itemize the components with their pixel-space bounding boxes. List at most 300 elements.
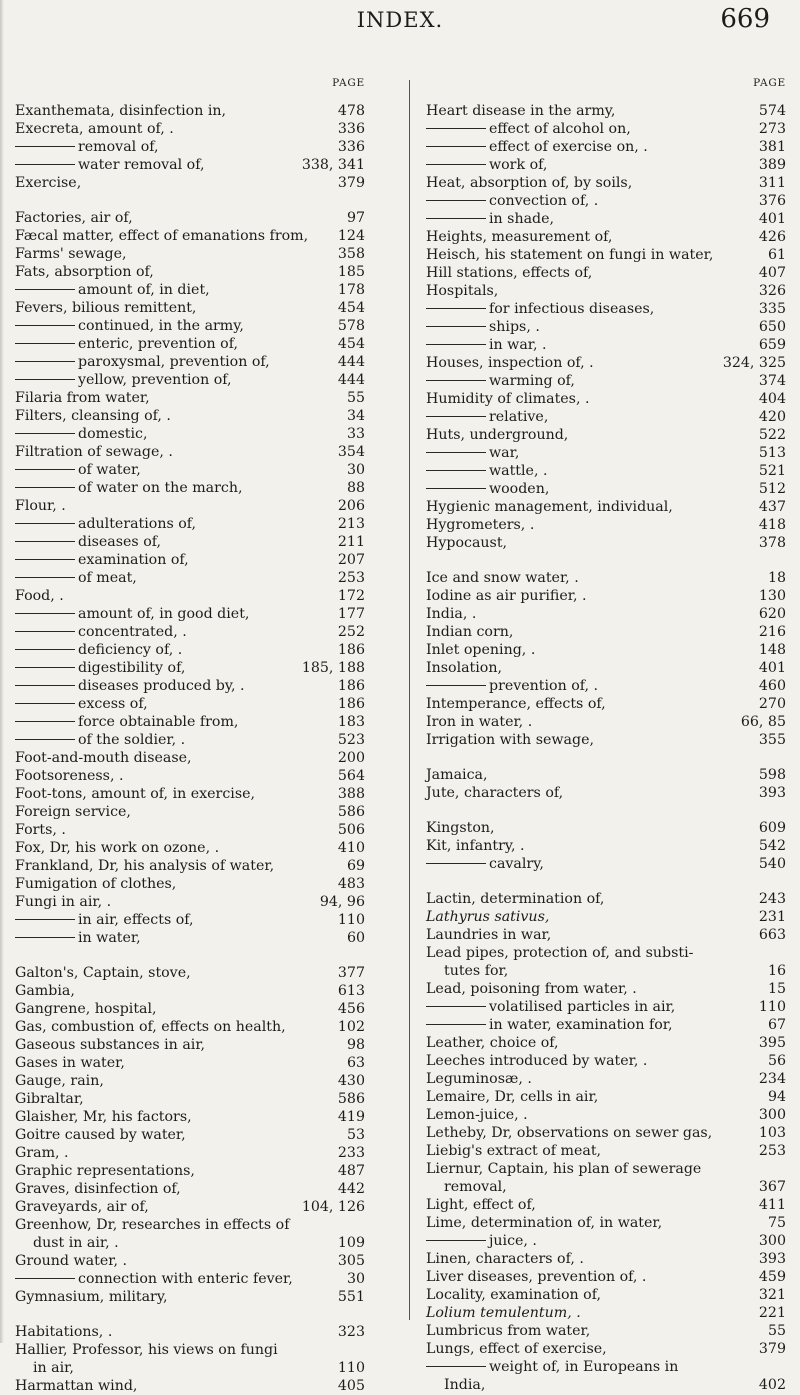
index-entry-page: 15 bbox=[767, 981, 786, 997]
index-entry-page: 61 bbox=[767, 247, 786, 263]
index-entry bbox=[426, 1016, 786, 1034]
index-entry bbox=[15, 479, 380, 497]
index-entry-page: 69 bbox=[346, 858, 365, 874]
index-entry-page: 574 bbox=[758, 103, 786, 119]
index-entry-label: Kingston, bbox=[426, 820, 495, 836]
ditto-dash bbox=[426, 470, 486, 471]
index-entry bbox=[15, 281, 380, 299]
index-entry-text bbox=[426, 264, 592, 282]
index-entry-label: Gram, . bbox=[15, 1145, 69, 1161]
ditto-dash bbox=[426, 218, 486, 219]
index-entry-label: Locality, examination of, bbox=[426, 1287, 601, 1303]
index-entry bbox=[15, 1341, 380, 1359]
index-entry-label: diseases produced by, . bbox=[78, 678, 245, 694]
index-entry-label: yellow, prevention of, bbox=[78, 372, 232, 388]
index-entry-text bbox=[426, 944, 693, 962]
index-entry-label: Ice and snow water, . bbox=[426, 570, 579, 586]
index-entry bbox=[426, 1376, 786, 1394]
index-entry-page: 376 bbox=[758, 193, 786, 209]
index-entry-text bbox=[426, 156, 547, 174]
index-entry-page: 183 bbox=[337, 714, 365, 730]
index-entry-page: 216 bbox=[758, 624, 786, 640]
index-entry-label: enteric, prevention of, bbox=[78, 336, 238, 352]
index-entry bbox=[426, 998, 786, 1016]
index-entry bbox=[426, 408, 786, 426]
index-entry-label: Hygienic management, individual, bbox=[426, 499, 673, 515]
index-entry bbox=[15, 138, 380, 156]
index-entry-text bbox=[15, 803, 131, 821]
index-entry bbox=[15, 659, 380, 677]
index-entry-text bbox=[15, 1270, 293, 1288]
index-entry-label: Filters, cleansing of, . bbox=[15, 408, 171, 424]
index-entry-text bbox=[15, 695, 148, 713]
index-entry-text bbox=[15, 982, 75, 1000]
index-entry-label: Frankland, Dr, his analysis of water, bbox=[15, 858, 275, 874]
index-entry-text bbox=[426, 1016, 673, 1034]
index-entry-text bbox=[15, 587, 64, 605]
index-entry-text bbox=[426, 318, 540, 336]
index-entry-text bbox=[15, 425, 147, 443]
index-entry-page: 305 bbox=[337, 1253, 365, 1269]
index-entry-text bbox=[426, 480, 549, 498]
index-entry-label: of water, bbox=[78, 462, 141, 478]
index-entry bbox=[426, 980, 786, 998]
index-entry-page: 104, 126 bbox=[301, 1199, 365, 1215]
index-entry-text bbox=[15, 389, 150, 407]
index-entry bbox=[15, 371, 380, 389]
index-entry-page: 98 bbox=[346, 1037, 365, 1053]
index-entry-label: Goitre caused by water, bbox=[15, 1127, 186, 1143]
index-entry-page: 354 bbox=[337, 444, 365, 460]
index-entry bbox=[426, 516, 786, 534]
index-entry-label: of water on the march, bbox=[78, 480, 243, 496]
index-entry bbox=[15, 1018, 380, 1036]
index-entry-page: 55 bbox=[346, 390, 365, 406]
index-entry bbox=[426, 336, 786, 354]
index-entry bbox=[15, 785, 380, 803]
index-entry-text bbox=[426, 1070, 532, 1088]
index-entry-text bbox=[15, 120, 174, 138]
index-entry-label: Foot-and-mouth disease, bbox=[15, 750, 192, 766]
index-entry-label: deficiency of, . bbox=[78, 642, 183, 658]
index-entry-label: connection with enteric fever, bbox=[78, 1271, 293, 1287]
index-entry-page: 650 bbox=[758, 319, 786, 335]
index-entry-page: 186 bbox=[337, 642, 365, 658]
index-entry bbox=[15, 982, 380, 1000]
index-entry bbox=[426, 1160, 786, 1178]
index-entry-page: 564 bbox=[337, 768, 365, 784]
index-entry-text bbox=[426, 569, 579, 587]
index-entry bbox=[15, 695, 380, 713]
index-entry bbox=[15, 174, 380, 192]
index-entry-page: 34 bbox=[346, 408, 365, 424]
index-entry-page: 221 bbox=[758, 1305, 786, 1321]
index-entry-text bbox=[15, 893, 111, 911]
index-entry bbox=[15, 102, 380, 120]
index-entry-page: 402 bbox=[758, 1377, 786, 1393]
index-entry-page: 186 bbox=[337, 696, 365, 712]
index-entry-label: Fox, Dr, his work on ozone, . bbox=[15, 840, 220, 856]
index-entry-text bbox=[15, 641, 182, 659]
index-entry-text bbox=[426, 784, 563, 802]
index-entry bbox=[426, 228, 786, 246]
ditto-dash bbox=[426, 164, 486, 165]
index-entry-label: concentrated, . bbox=[78, 624, 187, 640]
index-entry-label: Execreta, amount of, . bbox=[15, 121, 174, 137]
index-entry-label: work of, bbox=[489, 157, 548, 173]
index-entry-page: 512 bbox=[758, 481, 786, 497]
index-entry-text bbox=[15, 713, 238, 731]
index-entry-page: 213 bbox=[337, 516, 365, 532]
index-entry-label: Hill stations, effects of, bbox=[426, 265, 593, 281]
index-entry-page: 206 bbox=[337, 498, 365, 514]
index-entry-text bbox=[444, 962, 508, 980]
index-entry bbox=[15, 677, 380, 695]
index-entry-page: 124 bbox=[337, 228, 365, 244]
index-entry bbox=[426, 1124, 786, 1142]
index-entry-text bbox=[15, 964, 191, 982]
index-entry-text bbox=[426, 300, 654, 318]
index-entry-page: 542 bbox=[758, 838, 786, 854]
ditto-dash bbox=[15, 613, 75, 614]
index-entry bbox=[15, 1000, 380, 1018]
index-entry-page: 321 bbox=[758, 1287, 786, 1303]
index-entry bbox=[15, 1162, 380, 1180]
page-edge-shadow bbox=[0, 0, 4, 1343]
index-entry-label: for infectious diseases, bbox=[489, 301, 655, 317]
index-entry-label: Glaisher, Mr, his factors, bbox=[15, 1109, 192, 1125]
index-entry-label: Gambia, bbox=[15, 983, 75, 999]
index-entry-text bbox=[426, 336, 547, 354]
index-entry-label: Hygrometers, . bbox=[426, 517, 535, 533]
ditto-dash bbox=[15, 541, 75, 542]
index-entry-page: 586 bbox=[337, 1091, 365, 1107]
index-entry-text bbox=[15, 515, 196, 533]
ditto-dash bbox=[15, 164, 75, 165]
index-entry-page: 110 bbox=[758, 999, 786, 1015]
index-entry-page: 75 bbox=[767, 1215, 786, 1231]
index-entry-text bbox=[426, 1106, 528, 1124]
ditto-dash bbox=[15, 325, 75, 326]
index-entry bbox=[15, 425, 380, 443]
index-entry-label: removal of, bbox=[78, 139, 159, 155]
index-entry-page: 378 bbox=[758, 535, 786, 551]
index-entry-page: 459 bbox=[758, 1269, 786, 1285]
index-entry-text bbox=[15, 1090, 84, 1108]
index-entry-label: Filtration of sewage, . bbox=[15, 444, 173, 460]
index-entry-text bbox=[15, 911, 194, 929]
index-entry-page: 56 bbox=[767, 1053, 786, 1069]
index-entry-page: 419 bbox=[337, 1109, 365, 1125]
index-entry bbox=[15, 1323, 380, 1341]
index-entry-page: 401 bbox=[758, 211, 786, 227]
index-entry-label: Lime, determination of, in water, bbox=[426, 1215, 663, 1231]
index-entry-label: Galton's, Captain, stove, bbox=[15, 965, 191, 981]
index-entry bbox=[426, 1070, 786, 1088]
index-entry-label: Lactin, determination of, bbox=[426, 891, 605, 907]
index-entry bbox=[15, 335, 380, 353]
ditto-dash bbox=[15, 469, 75, 470]
index-entry-page: 207 bbox=[337, 552, 365, 568]
index-entry-page: 178 bbox=[337, 282, 365, 298]
index-entry bbox=[15, 749, 380, 767]
index-entry-text bbox=[15, 1341, 278, 1359]
index-entry-text bbox=[426, 713, 532, 731]
index-entry-text bbox=[426, 1160, 701, 1178]
index-entry-label: Leeches introduced by water, . bbox=[426, 1053, 648, 1069]
index-entry-text bbox=[15, 245, 127, 263]
index-entry bbox=[426, 390, 786, 408]
index-entry-text bbox=[426, 1052, 647, 1070]
index-entry-label: Gymnasium, military, bbox=[15, 1289, 168, 1305]
index-entry bbox=[15, 1090, 380, 1108]
index-entry-text bbox=[426, 695, 606, 713]
index-entry-label: Harmattan wind, bbox=[15, 1378, 138, 1394]
index-entry bbox=[426, 944, 786, 962]
index-entry-page: 243 bbox=[758, 891, 786, 907]
ditto-dash bbox=[15, 721, 75, 722]
index-entry-page: 231 bbox=[758, 909, 786, 925]
index-entry bbox=[15, 1216, 380, 1234]
index-entry bbox=[426, 1052, 786, 1070]
index-entry-page: 186 bbox=[337, 678, 365, 694]
index-entry-text bbox=[15, 839, 219, 857]
index-entry-label: force obtainable from, bbox=[78, 714, 239, 730]
page-title: INDEX. bbox=[356, 8, 444, 32]
index-entry-label: cavalry, bbox=[489, 856, 544, 872]
index-entry-label: Exercise, bbox=[15, 175, 82, 191]
index-entry-text bbox=[15, 353, 270, 371]
index-entry-label: in air, effects of, bbox=[78, 912, 194, 928]
index-entry-label: in shade, bbox=[489, 211, 555, 227]
index-entry-text bbox=[15, 533, 161, 551]
index-entry bbox=[15, 533, 380, 551]
index-entry-page: 522 bbox=[758, 427, 786, 443]
index-entry-page: 454 bbox=[337, 336, 365, 352]
column-header-page: PAGE bbox=[332, 77, 365, 89]
ditto-dash bbox=[15, 703, 75, 704]
index-entry-page: 185, 188 bbox=[301, 660, 365, 676]
index-entry bbox=[426, 587, 786, 605]
index-entry-label: Lungs, effect of exercise, bbox=[426, 1341, 607, 1357]
index-entry-text bbox=[15, 1072, 104, 1090]
index-entry-page: 483 bbox=[337, 876, 365, 892]
index-entry-label: Heart disease in the army, bbox=[426, 103, 616, 119]
index-entry-label: Laundries in war, bbox=[426, 927, 552, 943]
index-entry-text bbox=[426, 390, 590, 408]
index-entry-page: 130 bbox=[758, 588, 786, 604]
index-entry-text bbox=[15, 371, 232, 389]
index-entry-text bbox=[33, 1359, 74, 1377]
index-entry-text bbox=[15, 407, 171, 425]
index-entry bbox=[426, 192, 786, 210]
ditto-dash bbox=[15, 343, 75, 344]
index-entry-page: 410 bbox=[337, 840, 365, 856]
index-entry-label: Houses, inspection of, . bbox=[426, 355, 594, 371]
index-entry-text bbox=[15, 875, 176, 893]
index-entry bbox=[15, 461, 380, 479]
index-entry-label: convection of, . bbox=[489, 193, 599, 209]
index-entry bbox=[426, 1286, 786, 1304]
index-entry-page: 620 bbox=[758, 606, 786, 622]
index-entry-text bbox=[15, 281, 210, 299]
ditto-dash bbox=[426, 344, 486, 345]
index-entry-page: 513 bbox=[758, 445, 786, 461]
index-entry-label: Liver diseases, prevention of, . bbox=[426, 1269, 647, 1285]
index-entry-text bbox=[426, 1196, 536, 1214]
index-entry-page: 420 bbox=[758, 409, 786, 425]
index-entry-page: 33 bbox=[346, 426, 365, 442]
index-entry-text bbox=[426, 372, 575, 390]
index-entry-page: 411 bbox=[758, 1197, 786, 1213]
index-entry-text bbox=[15, 857, 274, 875]
ditto-dash bbox=[426, 380, 486, 381]
index-entry-label: Gauge, rain, bbox=[15, 1073, 104, 1089]
index-entry-label: Gaseous substances in air, bbox=[15, 1037, 206, 1053]
index-entry-text bbox=[15, 551, 189, 569]
index-entry-text bbox=[444, 1178, 507, 1196]
index-entry-text bbox=[15, 1198, 149, 1216]
index-entry-page: 401 bbox=[758, 660, 786, 676]
index-entry-label: Humidity of climates, . bbox=[426, 391, 590, 407]
index-entry-text bbox=[15, 569, 137, 587]
index-entry-label: Flour, . bbox=[15, 498, 66, 514]
index-entry-label: Heights, measurement of, bbox=[426, 229, 613, 245]
index-entry-label: Lead, poisoning from water, . bbox=[426, 981, 637, 997]
index-entry-label: water removal of, bbox=[78, 157, 205, 173]
index-entry-page: 270 bbox=[758, 696, 786, 712]
index-entry-label: domestic, bbox=[78, 426, 148, 442]
index-entry bbox=[426, 498, 786, 516]
index-entry-label: Gibraltar, bbox=[15, 1091, 84, 1107]
ditto-dash bbox=[15, 649, 75, 650]
index-entry-text bbox=[426, 354, 594, 372]
index-entry-label: effect of alcohol on, bbox=[489, 121, 631, 137]
index-entry-label: Fevers, bilious remittent, bbox=[15, 300, 197, 316]
index-entry-page: 253 bbox=[337, 570, 365, 586]
index-entry-label: Inlet opening, . bbox=[426, 642, 536, 658]
ditto-dash bbox=[426, 308, 486, 309]
index-entry bbox=[15, 803, 380, 821]
index-entry-label: effect of exercise on, . bbox=[489, 139, 648, 155]
index-entry-page: 381 bbox=[758, 139, 786, 155]
index-entry-label: Forts, . bbox=[15, 822, 66, 838]
index-entry bbox=[15, 587, 380, 605]
index-entry bbox=[15, 353, 380, 371]
ditto-dash bbox=[426, 863, 486, 864]
index-entry-text bbox=[15, 156, 204, 174]
index-entry-text bbox=[426, 498, 673, 516]
index-entry bbox=[15, 1270, 380, 1288]
index-entry bbox=[15, 1252, 380, 1270]
index-entry bbox=[426, 1106, 786, 1124]
index-entry bbox=[15, 389, 380, 407]
index-entry bbox=[15, 1377, 380, 1395]
index-entry-text bbox=[15, 1018, 286, 1036]
index-entry-text bbox=[15, 749, 192, 767]
index-entry-text bbox=[426, 210, 554, 228]
index-entry-label: Liernur, Captain, his plan of sewerage bbox=[426, 1161, 702, 1177]
index-entry-page: 67 bbox=[767, 1017, 786, 1033]
index-entry-label: Foreign service, bbox=[15, 804, 131, 820]
index-entry-label: digestibility of, bbox=[78, 660, 186, 676]
index-entry bbox=[426, 908, 786, 926]
index-entry-text bbox=[426, 587, 587, 605]
index-entry-label: Insolation, bbox=[426, 660, 502, 676]
index-entry-page: 405 bbox=[337, 1378, 365, 1394]
index-entry bbox=[426, 156, 786, 174]
index-entry-text bbox=[15, 1288, 167, 1306]
index-entry bbox=[15, 929, 380, 947]
index-entry-label: wattle, . bbox=[489, 463, 548, 479]
ditto-dash bbox=[15, 685, 75, 686]
index-entry bbox=[426, 1304, 786, 1322]
index-entry-page: 55 bbox=[767, 1323, 786, 1339]
index-entry-page: 102 bbox=[337, 1019, 365, 1035]
index-entry-label: Gangrene, hospital, bbox=[15, 1001, 157, 1017]
index-entry bbox=[426, 120, 786, 138]
index-entry-label: Lemon-juice, . bbox=[426, 1107, 528, 1123]
index-entry bbox=[15, 1198, 380, 1216]
index-entry bbox=[15, 1288, 380, 1306]
index-entry-page: 185 bbox=[337, 264, 365, 280]
index-entry bbox=[426, 1034, 786, 1052]
index-entry-text bbox=[15, 461, 141, 479]
index-entry bbox=[15, 1054, 380, 1072]
index-entry-text bbox=[426, 174, 632, 192]
ditto-dash bbox=[15, 289, 75, 290]
index-entry-text bbox=[426, 534, 507, 552]
index-entry-page: 324, 325 bbox=[722, 355, 786, 371]
index-entry-text bbox=[15, 299, 196, 317]
index-entry-label: relative, bbox=[489, 409, 549, 425]
index-entry-text bbox=[15, 263, 154, 281]
index-entry-text bbox=[426, 980, 637, 998]
index-entry bbox=[15, 497, 380, 515]
index-entry-text bbox=[426, 1322, 590, 1340]
index-entry-label: Fæcal matter, effect of emanations from, bbox=[15, 228, 309, 244]
index-entry bbox=[15, 227, 380, 245]
index-entry-label: of the soldier, . bbox=[78, 732, 186, 748]
index-entry bbox=[15, 767, 380, 785]
ditto-dash bbox=[426, 1006, 486, 1007]
ditto-dash bbox=[426, 416, 486, 417]
index-entry-text bbox=[15, 1000, 157, 1018]
index-entry-label: Graves, disinfection of, bbox=[15, 1181, 181, 1197]
index-entry-text bbox=[15, 174, 81, 192]
index-entry-label: Hypocaust, bbox=[426, 535, 508, 551]
index-entry-label: in war, . bbox=[489, 337, 547, 353]
index-entry-label: diseases of, bbox=[78, 534, 162, 550]
index-entry bbox=[15, 515, 380, 533]
index-entry bbox=[15, 1126, 380, 1144]
index-entry-page: 523 bbox=[337, 732, 365, 748]
index-entry bbox=[426, 210, 786, 228]
index-entry bbox=[426, 1142, 786, 1160]
index-entry-label: Linen, characters of, . bbox=[426, 1251, 584, 1267]
index-entry-label: Iron in water, . bbox=[426, 714, 533, 730]
index-entry-page: 379 bbox=[337, 175, 365, 191]
index-entry-text bbox=[426, 516, 534, 534]
index-entry-label: Lemaire, Dr, cells in air, bbox=[426, 1089, 599, 1105]
index-entry-page: 63 bbox=[346, 1055, 365, 1071]
index-entry bbox=[426, 784, 786, 802]
index-entry-text bbox=[426, 1088, 598, 1106]
index-entry-label: Exanthemata, disinfection in, bbox=[15, 103, 227, 119]
index-entry-text bbox=[426, 246, 713, 264]
index-entry-text bbox=[15, 929, 141, 947]
ditto-dash bbox=[15, 577, 75, 578]
